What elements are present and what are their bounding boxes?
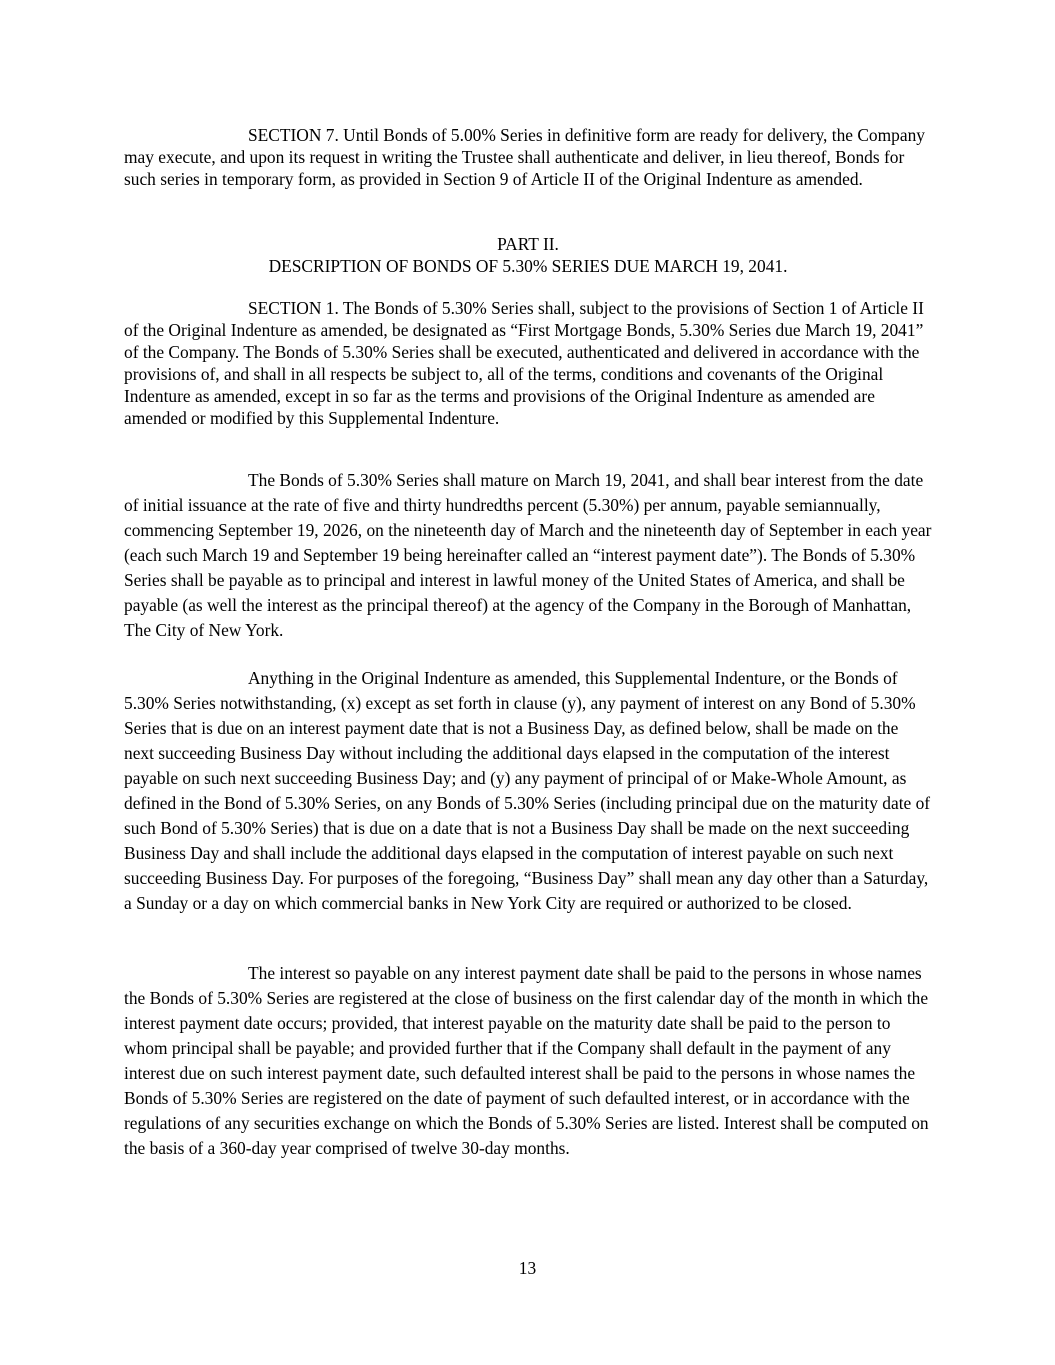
maturity-paragraph [124,468,932,643]
section-1-paragraph [124,297,932,429]
paragraph-text: The Bonds of 5.30% Series shall mature on March 19, 2041, and shall bear interest from the date of initial issuance at the rate of five and thirty hundredths percent (5.30%) per annum, payable semiannually, commencing September 19, 2026, on the nineteenth day of March and the nineteenth day of September in each year (each such March 19 and September 19 being hereinafter called an “interest payment date”). The Bonds of 5.30% Series shall be payable as to principal and interest in lawful money of the United States of America, and shall be payable (as well the interest as the principal thereof) at the agency of the Company in the Borough of Manhattan, The City of New York. [124,470,932,640]
section-7-paragraph [124,124,932,190]
part-subheading: DESCRIPTION OF BONDS OF 5.30% SERIES DUE MARCH 19, 2041. [268,256,788,276]
interest-payment-paragraph [124,961,932,1161]
business-day-paragraph [124,666,932,916]
paragraph-text: The interest so payable on any interest payment date shall be paid to the persons in whose names the Bonds of 5.30% Series are registered at the close of business on the first calendar day of the month in which the interest payment date occurs; provided, that interest payable on the maturity date shall be paid to the person to whom principal shall be payable; and provided further that if the Company shall default in the payment of any interest due on such interest payment date, such defaulted interest shall be paid to the persons in whose names the Bonds of 5.30% Series are registered on the date of payment of such defaulted interest, or in accordance with the regulations of any securities exchange on which the Bonds of 5.30% Series are listed. Interest shall be computed on the basis of a 360-day year comprised of twelve 30-day months. [124,963,929,1158]
paragraph-text: SECTION 7. Until Bonds of 5.00% Series in definitive form are ready for delivery, the Company may execute, and upon its request in writing the Trustee shall authenticate and deliver, in lieu thereof, Bonds for such series in temporary form, as provided in Section 9 of Article II of the Original Indenture as amended. [124,125,925,189]
paragraph-text: SECTION 1. The Bonds of 5.30% Series shall, subject to the provisions of Section 1 of Article II of the Original Indenture as amended, be designated as “First Mortgage Bonds, 5.30% Series due March 19, 2041” of the Company. The Bonds of 5.30% Series shall be executed, authenticated and delivered in accordance with the provisions of, and shall in all respects be subject to, all of the terms, conditions and covenants of the Original Indenture as amended, except in so far as the terms and provisions of the Original Indenture as amended are amended or modified by this Supplemental Indenture. [124,298,924,428]
paragraph-text: Anything in the Original Indenture as amended, this Supplemental Indenture, or the Bonds of 5.30% Series notwithstanding, (x) except as set forth in clause (y), any payment of interest on any Bond of 5.30% Series that is due on an interest payment date that is not a Business Day, as defined below, shall be made on the next succeeding Business Day without including the additional days elapsed in the computation of the interest payable on such next succeeding Business Day; and (y) any payment of principal of or Make-Whole Amount, as defined in the Bond of 5.30% Series, on any Bonds of 5.30% Series (including principal due on the maturity date of such Bond of 5.30% Series) that is due on a date that is not a Business Day shall be made on the next succeeding Business Day and shall include the additional days elapsed in the computation of interest payable on such next succeeding Business Day. For purposes of the foregoing, “Business Day” shall mean any day other than a Saturday, a Sunday or a day on which commercial banks in New York City are required or authorized to be closed. [124,668,931,913]
part-heading: PART II. [497,234,559,254]
page-number: 13 [518,1258,537,1278]
